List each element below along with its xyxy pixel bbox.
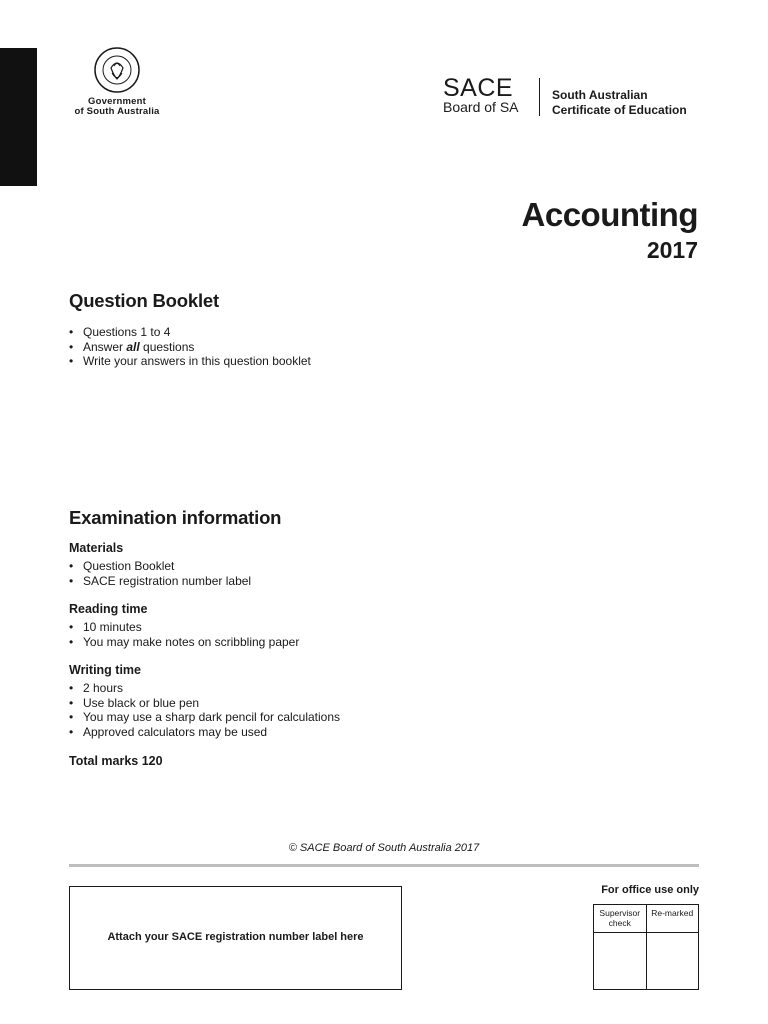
government-logo — [66, 46, 168, 117]
list-item: • Question Booklet — [69, 559, 251, 574]
list-item: • Use black or blue pen — [69, 696, 340, 711]
horizontal-rule — [69, 864, 699, 867]
subject-block — [522, 196, 698, 264]
list-item: • Write your answers in this question booklet — [69, 354, 311, 369]
sace-line-1: South Australian — [552, 88, 648, 102]
registration-label-text: Attach your SACE registration number label here — [107, 931, 364, 943]
list-item: • Approved calculators may be used — [69, 725, 340, 740]
answer-emphasis: all — [126, 339, 140, 354]
office-use-title: For office use only — [601, 884, 699, 896]
sace-acronym: SACE — [443, 74, 514, 102]
list-item: • Questions 1 to 4 — [69, 325, 311, 340]
list-item: • SACE registration number label — [69, 574, 251, 589]
list-item — [69, 340, 311, 355]
registration-label-box — [69, 886, 402, 990]
government-line-1: Government — [88, 96, 146, 107]
answer-prefix: Answer — [83, 339, 127, 354]
government-line-2: of South Australia — [74, 106, 160, 117]
reading-time-heading: Reading time — [69, 602, 148, 616]
copyright-notice: © SACE Board of South Australia 2017 — [288, 842, 480, 854]
remarked-header: Re-marked — [646, 905, 699, 933]
supervisor-check-header: Supervisor check — [594, 905, 647, 933]
remarked-cell — [646, 933, 699, 990]
list-item: • 2 hours — [69, 681, 340, 696]
writing-time-list — [69, 681, 340, 739]
total-marks: Total marks 120 — [69, 754, 163, 768]
subject-title: Accounting — [521, 196, 698, 233]
sace-logo-divider — [539, 78, 540, 116]
state-seal-icon — [93, 46, 141, 94]
booklet-list — [69, 325, 311, 369]
materials-list — [69, 559, 251, 588]
subject-year: 2017 — [646, 237, 698, 263]
sace-line-2: Certificate of Education — [552, 103, 687, 117]
list-item: • You may use a sharp dark pencil for calculations — [69, 710, 340, 725]
answer-suffix: questions — [139, 339, 195, 354]
reading-time-list — [69, 620, 299, 649]
exam-info-heading: Examination information — [69, 507, 282, 528]
writing-time-heading: Writing time — [69, 663, 141, 677]
list-item: • 10 minutes — [69, 620, 299, 635]
materials-heading: Materials — [69, 541, 124, 555]
sace-board-text: Board of SA — [443, 99, 519, 115]
office-use-table — [593, 904, 699, 990]
supervisor-check-cell — [594, 933, 647, 990]
list-item: • You may make notes on scribbling paper — [69, 635, 299, 650]
side-tab-bar — [0, 48, 37, 186]
booklet-heading: Question Booklet — [69, 290, 219, 311]
